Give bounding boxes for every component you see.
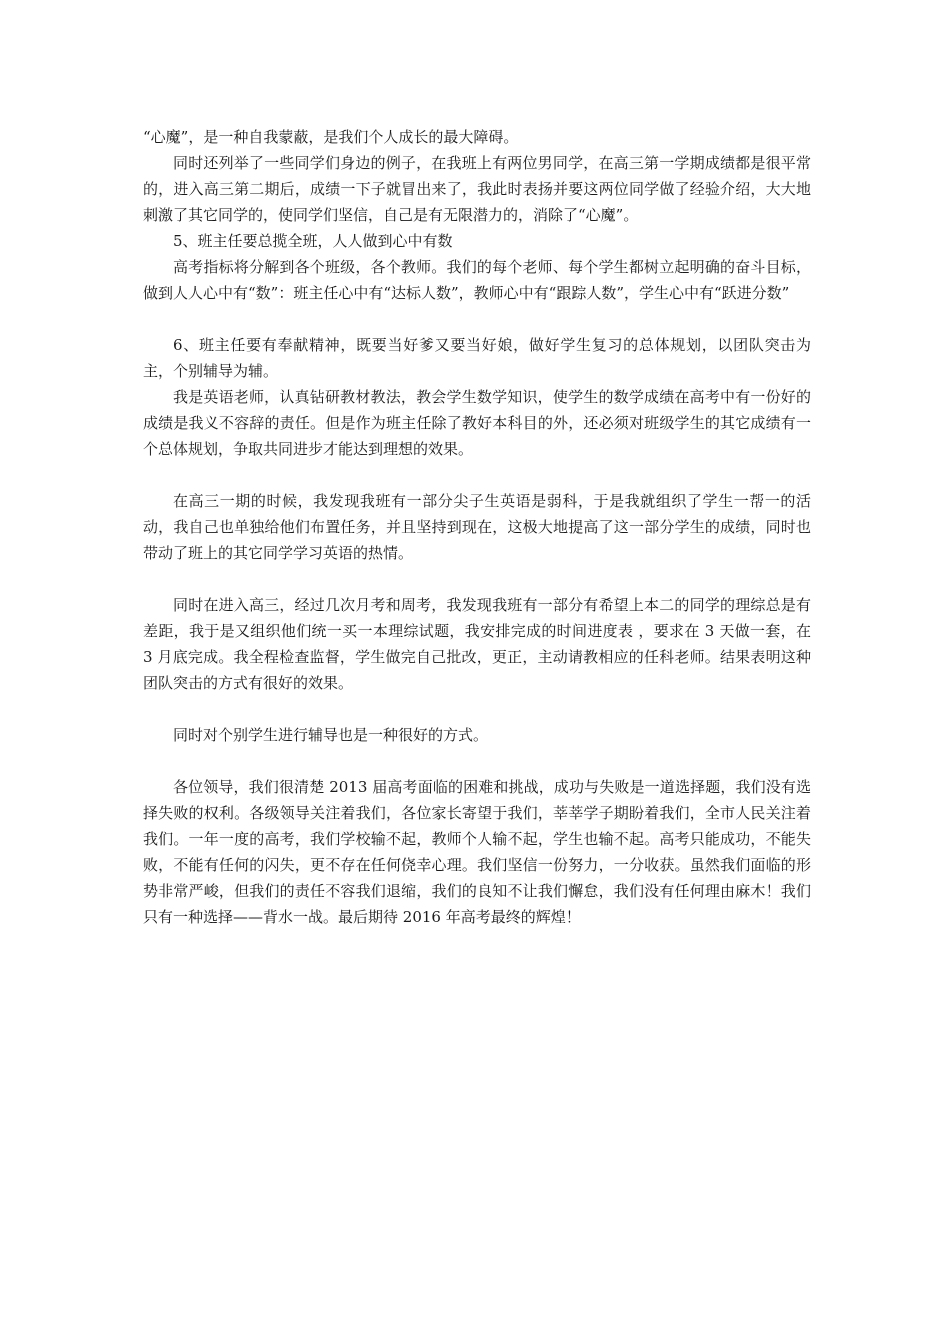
- blank-line: [143, 462, 811, 488]
- paragraph-targets: 高考指标将分解到各个班级，各个教师。我们的每个老师、每个学生都树立起明确的奋斗目标，做到人人心中有“数”：班主任心中有“达标人数”，教师心中有“跟踪人数”，学生心中有“跃进分数”: [143, 258, 811, 302]
- paragraph-first-term: 在高三一期的时候，我发现我班有一部分尖子生英语是弱科，于是我就组织了学生一帮一的活动，我自己也单独给他们布置任务，并且坚持到现在，这极大地提高了这一部分学生的成绩，同时也带动了班上的其它同学学习英语的热情。: [143, 492, 811, 562]
- blank-line: [143, 696, 811, 722]
- paragraph-individual-tutoring: 同时对个别学生进行辅导也是一种很好的方式。: [173, 726, 489, 744]
- document-body: [143, 124, 816, 930]
- paragraph-english-teacher: 我是英语老师，认真钻研教材教法，教会学生数学知识，使学生的数学成绩在高考中有一份好的成绩是我义不容辞的责任。但是作为班主任除了教好本科目的外，还必须对班级学生的其它成绩有一个总体规划，争取共同进步才能达到理想的效果。: [143, 388, 811, 458]
- paragraph-example: 同时还列举了一些同学们身边的例子，在我班上有两位男同学，在高三第一学期成绩都是很平常的，进入高三第二期后，成绩一下子就冒出来了，我此时表扬并要这两位同学做了经验介绍，大大地刺激了其它同学的，使同学们坚信，自己是有无限潜力的，消除了“心魔”。: [143, 154, 811, 224]
- paragraph-science-review: 同时在进入高三，经过几次月考和周考，我发现我班有一部分有希望上本二的同学的理综总是有差距，我于是又组织他们统一买一本理综试题，我安排完成的时间进度表 ，要求在 3 天做一套，在 3 月底完成。我全程检查监督，学生做完自己批改，更正，主动请教相应的任科老师。结果表明这种团队突击的方式有很好的效果。: [143, 596, 816, 692]
- blank-line: [143, 566, 811, 592]
- section-heading-6: 6、班主任要有奉献精神，既要当好爹又要当好娘，做好学生复习的总体规划，以团队突击为主，个别辅导为辅。: [143, 336, 811, 380]
- blank-line: [143, 306, 811, 332]
- paragraph-continuation: “心魔”，是一种自我蒙蔽，是我们个人成长的最大障碍。: [143, 128, 519, 146]
- section-heading-5: 5、班主任要总揽全班，人人做到心中有数: [173, 232, 453, 250]
- blank-line: [143, 748, 811, 774]
- paragraph-closing: 各位领导，我们很清楚 2013 届高考面临的困难和挑战，成功与失败是一道选择题，我们没有选择失败的权利。各级领导关注着我们，各位家长寄望于我们，莘莘学子期盼着我们，全市人民关注着我们。一年一度的高考，我们学校输不起，教师个人输不起，学生也输不起。高考只能成功，不能失败，不能有任何的闪失，更不存在任何侥幸心理。我们坚信一份努力，一分收获。虽然我们面临的形势非常严峻，但我们的责任不容我们退缩，我们的良知不让我们懈怠，我们没有任何理由麻木！我们只有一种选择——背水一战。最后期待 2016 年高考最终的辉煌！: [143, 778, 811, 926]
